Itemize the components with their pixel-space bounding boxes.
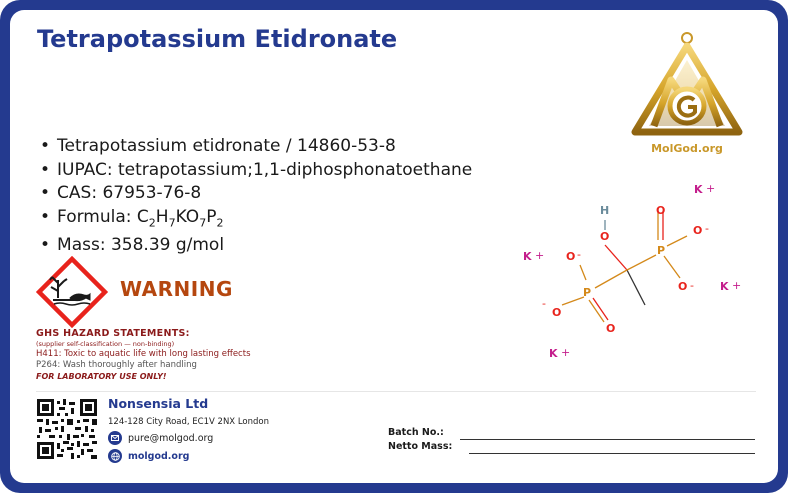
formula-ko-count: 7 (199, 215, 207, 229)
p-statement: P264: Wash thoroughly after handling (36, 360, 197, 370)
atom-o-p-left-anion-2: O (552, 306, 562, 319)
hazard-note: (supplier self-classification — non-binding) (36, 340, 175, 348)
formula-h-count: 7 (168, 215, 176, 229)
atom-o-p-left-anion-1: O (566, 250, 576, 263)
formula-h: H (155, 206, 169, 227)
email-row[interactable] (108, 431, 368, 445)
label-card (10, 10, 778, 483)
property-list (40, 135, 476, 258)
batch-label: Batch No.: (388, 427, 444, 438)
email-icon (108, 431, 122, 445)
list-item-names: • Tetrapotassium etidronate / 14860-53-8 (40, 135, 476, 159)
globe-icon (108, 449, 122, 463)
company-address: 124-128 City Road, EC1V 2NX London (108, 417, 269, 427)
atom-o-p-left-double: O (606, 322, 616, 335)
charge-plus-4: + (561, 346, 571, 359)
atom-k-4: K (549, 347, 558, 360)
list-item-cas: • CAS: 67953-76-8 (40, 182, 476, 206)
website-link[interactable]: molgod.org (128, 450, 190, 462)
h-statement: H411: Toxic to aquatic life with long lasting effects (36, 349, 251, 359)
atom-o-p-right-anion-1: O (693, 224, 703, 237)
company-name: Nonsensia Ltd (108, 396, 209, 411)
formula-c-count: 2 (148, 215, 156, 229)
environment-hazard-icon (36, 256, 108, 328)
batch-input-line[interactable] (460, 439, 755, 440)
structure-diagram (500, 170, 770, 370)
netto-mass-input-line[interactable] (469, 453, 755, 454)
email-link[interactable]: pure@molgod.org (128, 432, 214, 444)
hazard-heading: GHS HAZARD STATEMENTS: (36, 328, 190, 339)
charge-minus-1: - (705, 222, 709, 235)
formula-p: P (206, 206, 217, 227)
page-title: Tetrapotassium Etidronate (37, 25, 398, 53)
charge-plus-3: + (732, 279, 742, 292)
atom-p-left: P (583, 286, 592, 299)
atom-k-1: K (694, 183, 703, 196)
website-row[interactable] (108, 449, 368, 463)
charge-plus-2: + (535, 249, 545, 262)
charge-minus-2: - (690, 279, 694, 292)
company-info (108, 396, 368, 463)
atom-p-right: P (657, 244, 666, 257)
formula-p-count: 2 (216, 215, 224, 229)
formula-c: C (136, 206, 149, 227)
formula-ko: KO (175, 206, 200, 227)
signal-word: WARNING (120, 277, 233, 301)
molgod-logo (627, 30, 747, 160)
formula-label: Formula: (57, 206, 137, 227)
footer-divider (36, 391, 756, 392)
atom-o-p-right-anion-2: O (678, 280, 688, 293)
charge-minus-3: - (577, 248, 581, 261)
atom-k-3: K (720, 280, 729, 293)
atom-k-2: K (523, 250, 532, 263)
charge-minus-4: - (542, 297, 546, 310)
list-item-mass: • Mass: 358.39 g/mol (40, 234, 476, 258)
atom-h: H (600, 204, 610, 217)
netto-mass-label: Netto Mass: (388, 441, 453, 452)
atom-o-p-right-double: O (656, 204, 666, 217)
logo-text: MolGod.org (651, 142, 723, 155)
charge-plus-1: + (706, 182, 716, 195)
atom-o-hydroxyl: O (600, 230, 610, 243)
list-item-iupac: • IUPAC: tetrapotassium;1,1-diphosphonatoethane (40, 159, 476, 183)
qr-code[interactable] (37, 399, 97, 459)
list-item-formula (40, 206, 476, 235)
hazard-statements (36, 328, 436, 381)
lab-use-notice: FOR LABORATORY USE ONLY! (36, 372, 167, 381)
